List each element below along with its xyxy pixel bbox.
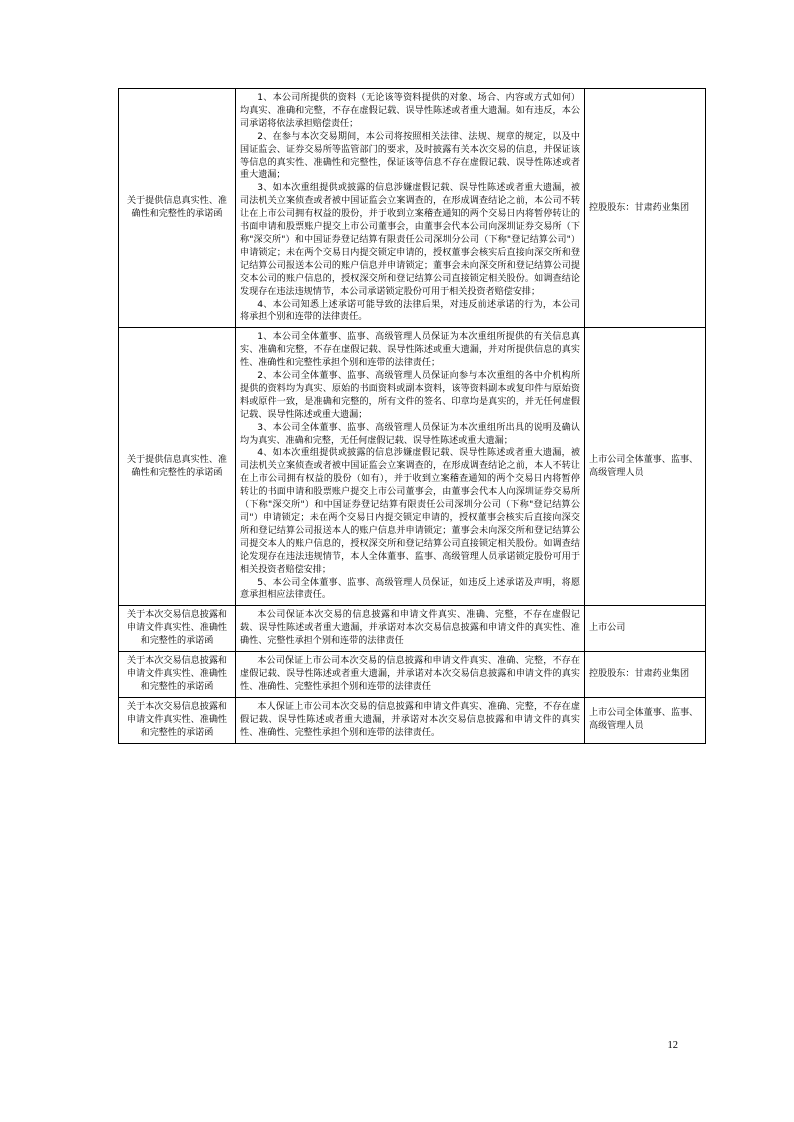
row-paragraph: 3、如本次重组提供或披露的信息涉嫌虚假记载、误导性陈述或者重大遗漏，被司法机关立案侦查或者被中国证监会立案调查的，在形成调查结论之前，本公司不转让在上市公司拥有权益的股份，并于收到立案稽查通知的两个交易日内将暂停转让的书面申请和股票账户提交上市公司董事会，由董事会代本公司向深圳证券交易所（下称"深交所"）和中国证券登记结算有限责任公司深圳分公司（下称"登记结算公司"）申请锁定；未在两个交易日内提交锁定申请的，授权董事会核实后直接向深交所和登记结算公司报送本公司的账户信息并申请锁定；董事会未向深交所和登记结算公司提交本公司的账户信息的，授权深交所和登记结算公司直接锁定相关股份。如调查结论发现存在违法违规情节，本公司承诺锁定股份可用于相关投资者赔偿安排；: [240, 183, 580, 297]
row-content: [236, 328, 585, 606]
row-party-text: 控股股东：甘肃药业集团: [589, 668, 690, 679]
row-topic-text: 关于本次交易信息披露和申请文件真实性、准确性和完整性的承诺函: [126, 656, 228, 692]
table-row: [119, 89, 706, 328]
row-topic: [119, 697, 236, 743]
row-party: [585, 606, 706, 652]
row-topic-text: 关于本次交易信息披露和申请文件真实性、准确性和完整性的承诺函: [126, 701, 228, 738]
row-paragraph: 4、如本次重组提供或披露的信息涉嫌虚假记载、误导性陈述或者重大遗漏，被司法机关立案侦查或者被中国证监会立案调查的，在形成调查结论之前，本人不转让在上市公司拥有权益的股份（如有），并于收到立案稽查通知的两个交易日内将暂停转让的书面申请和股票账户提交上市公司董事会，由董事会代本人向深圳证券交易所（下称"深交所"）和中国证券登记结算有限责任公司深圳分公司（下称"登记结算公司"）申请锁定；未在两个交易日内提交锁定申请的，授权董事会核实后直接向深交所和登记结算公司报送本人的账户信息并申请锁定；董事会未向深交所和登记结算公司提交本人的账户信息的，授权深交所和登记结算公司直接锁定相关股份。如调查结论发现存在违法违规情节，本人全体董事、监事、高级管理人员承诺锁定股份可用于相关投资者赔偿安排；: [240, 448, 580, 575]
row-topic: [119, 328, 236, 606]
row-topic: [119, 652, 236, 698]
row-paragraph: 本公司保证本次交易的信息披露和申请文件真实、准确、完整，不存在虚假记载、误导性陈述或者重大遗漏，并承诺对本次交易信息披露和申请文件的真实性、准确性、完整性承担个别和连带的法律责任: [240, 610, 580, 647]
row-content: [236, 606, 585, 652]
row-party-text: 上市公司全体董事、监事、高级管理人员: [589, 708, 699, 732]
row-paragraph: 本公司保证上市公司本次交易的信息披露和申请文件真实、准确、完整，不存在虚假记载、误导性陈述或者重大遗漏，并承诺对本次交易信息披露和申请文件的真实性、准确性、完整性承担个别和连带的法律责任: [240, 656, 580, 692]
row-paragraph: 1、本公司所提供的资料（无论该等资料提供的对象、场合、内容或方式如何）均真实、准确和完整，不存在虚假记载、误导性陈述或者重大遗漏。如有违反，本公司承诺将依法承担赔偿责任；: [240, 93, 580, 129]
row-paragraph: 本人保证上市公司本次交易的信息披露和申请文件真实、准确、完整，不存在虚假记载、误导性陈述或者重大遗漏，并承诺对本次交易信息披露和申请文件的真实性、准确性、完整性承担个别和连带的法律责任。: [240, 701, 580, 738]
row-content: [236, 697, 585, 743]
row-party: [585, 328, 706, 606]
row-content: [236, 652, 585, 698]
row-paragraph: 3、本公司全体董事、监事、高级管理人员保证为本次重组所出具的说明及确认均为真实、准确和完整，无任何虚假记载、误导性陈述或重大遗漏；: [240, 422, 580, 446]
row-topic-text: 关于提供信息真实性、准确性和完整性的承诺函: [126, 196, 228, 220]
row-topic: [119, 606, 236, 652]
row-paragraph: 5、本公司全体董事、监事、高级管理人员保证，如违反上述承诺及声明，将愿意承担相应法律责任。: [240, 577, 580, 601]
row-party: [585, 697, 706, 743]
table-row: [119, 652, 706, 698]
row-paragraph: 4、本公司知悉上述承诺可能导致的法律后果，对违反前述承诺的行为，本公司将承担个别和连带的法律责任。: [240, 299, 580, 323]
page-number: 12: [667, 1040, 678, 1051]
row-party-text: 上市公司全体董事、监事、高级管理人员: [589, 454, 699, 478]
row-topic-text: 关于本次交易信息披露和申请文件真实性、准确性和完整性的承诺函: [126, 610, 228, 647]
row-paragraph: 2、在参与本次交易期间，本公司将按照相关法律、法规、规章的规定，以及中国证监会、证券交易所等监管部门的要求，及时披露有关本次交易的信息，并保证该等信息的真实性、准确性和完整性，保证该等信息不存在虚假记载、误导性陈述或者重大遗漏；: [240, 131, 580, 181]
row-party-text: 控股股东：甘肃药业集团: [589, 202, 690, 213]
row-topic-text: 关于提供信息真实性、准确性和完整性的承诺函: [126, 454, 228, 478]
commitments-table: [118, 88, 706, 744]
table-row: [119, 328, 706, 606]
table-row: [119, 606, 706, 652]
row-party: [585, 652, 706, 698]
row-paragraph: 2、本公司全体董事、监事、高级管理人员保证向参与本次重组的各中介机构所提供的资料均为真实、原始的书面资料或副本资料，该等资料副本或复印件与原始资料或原件一致，是准确和完整的，所有文件的签名、印章均是真实的，并无任何虚假记载、误导性陈述或重大遗漏；: [240, 371, 580, 420]
row-topic: [119, 89, 236, 328]
row-content: [236, 89, 585, 328]
table-row: [119, 697, 706, 743]
row-party: [585, 89, 706, 328]
row-paragraph: 1、本公司全体董事、监事、高级管理人员保证为本次重组所提供的有关信息真实、准确和完整，不存在虚假记载、误导性陈述或重大遗漏，并对所提供信息的真实性、准确性和完整性承担个别和连带的法律责任；: [240, 332, 580, 369]
row-party-text: 上市公司: [589, 623, 626, 634]
